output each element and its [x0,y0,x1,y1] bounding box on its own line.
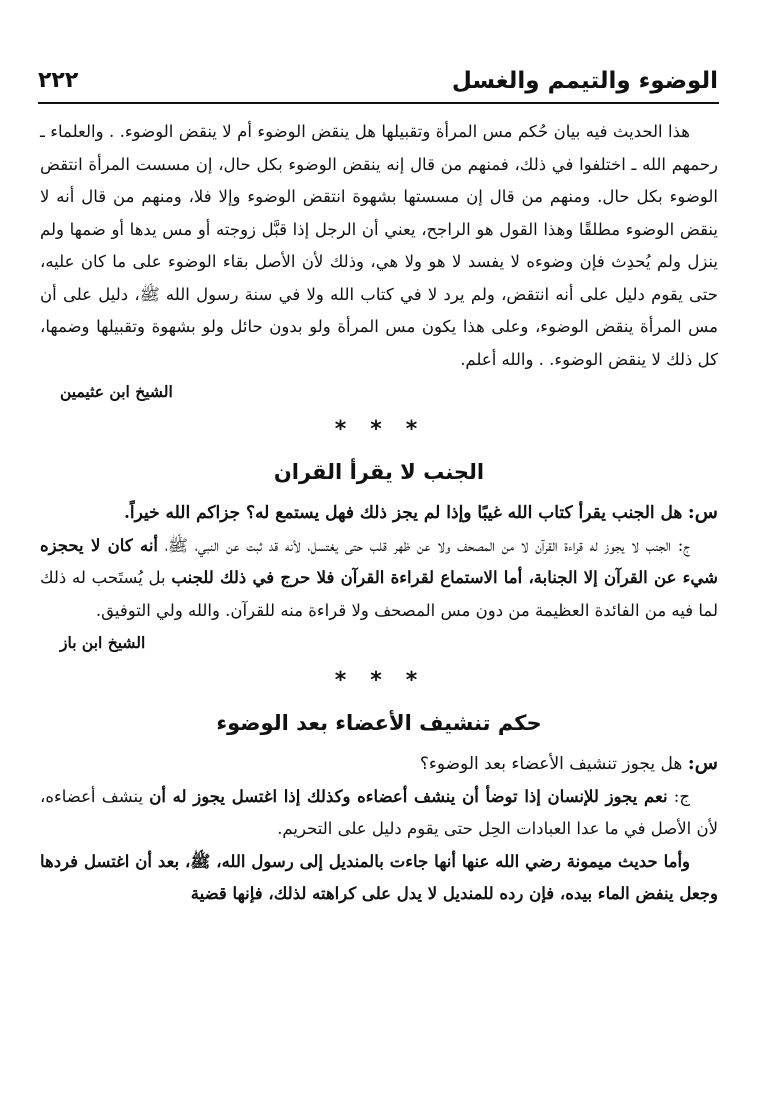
answer-text-1: الجنب لا يجوز له قراءة القرآن لا من المصحف ولا عن ظهر قلب حتى يغتسل، لأنه قد ثبت عن النبي، ﷺ، [164,535,671,555]
separator-star: * [334,668,353,693]
page-number: ٢٢٢ [38,68,79,93]
running-title: الوضوء والتيمم والغسل [451,68,718,94]
question-label: س: [687,752,718,774]
separator-1 [40,410,718,450]
section3-paragraph: وأما حديث ميمونة رضي الله عنها أنها جاءت بالمنديل إلى رسول الله، ﷺ، بعد أن اغتسل فردها وجعل ينفض الماء بيده، فإن رده للمنديل لا يدل على كراهته لذلك، فإنها قضية [40,851,718,903]
separator-2 [40,661,718,701]
separator-star: * [334,417,353,442]
answer-text-2: أنه كان لا يحجزه شيء عن القرآن إلا الجنابة، أما الاستماع لقراءة القرآن فلا حرج في ذلك للجنب [40,535,719,587]
question-label: س: [687,501,718,523]
answer-text-1: نعم يجوز للإنسان إذا توضأ أن ينشف أعضاءه وكذلك إذا اغتسل يجوز له أن [149,786,668,806]
section3-question [40,747,718,781]
page-header [38,66,718,100]
section2-title: الجنب لا يقرأ القران [273,460,485,484]
section2-answer [40,530,718,628]
separator-star: * [370,668,388,693]
answer-label: ج: [673,786,690,806]
section1-paragraph: هذا الحديث فيه بيان حُكم مس المرأة وتقبيلها هل ينقض الوضوء أم لا ينقض الوضوء. . والعلماء ـ رحمهم الله ـ اختلفوا في ذلك، فمنهم من قال إنه ينقض الوضوء بكل حال، إن مسست المرأة انتقض الوضوء بكل حال. ومنهم من قال إن مسستها بشهوة انتقض الوضوء وإلا فلا، ومنهم من قال أنه لا ينقض الوضوء مطلقًا وهذا القول هو الراجح، يعني أن الرجل إذا قبَّل زوجته أو مس يدها أو ضمها ولم ينزل ولم يُحدِث فإن وضوءه لا يفسد لا هو ولا هي، وذلك لأن الأصل بقاء الوضوء على ما كان عليه، حتى يقوم دليل على أنه انتقض، ولم يرد لا في كتاب الله ولا في سنة رسول الله ﷺ، دليل على أن مس المرأة ينقض الوضوء، وعلى هذا يكون مس المرأة ولو بدون حائل ولو بشهوة وتقبيلها وضمها، كل ذلك لا ينقض الوضوء. . والله أعلم. [40,122,718,369]
section3-answer [40,781,718,846]
section1-signature: الشيخ ابن عثيمين [60,382,173,401]
section3-title: حكم تنشيف الأعضاء بعد الوضوء [216,711,542,735]
page-body [40,116,718,911]
answer-label: ج: [677,535,690,555]
header-rule [38,102,719,104]
section2-signature: الشيخ ابن باز [60,633,146,652]
question-text: هل الجنب يقرأ كتاب الله غيبًا وإذا لم يجز ذلك فهل يستمع له؟ جزاكم الله خيراً. [123,503,683,523]
separator-star: * [405,417,424,442]
section2-question [40,496,718,530]
separator-star: * [405,668,424,693]
question-text: هل يجوز تنشيف الأعضاء بعد الوضوء؟ [419,754,683,774]
separator-star: * [370,417,388,442]
answer-text-2: ينشف أعضاءه، لأن الأصل في ما عدا العبادات الحِل حتى يقوم دليل على التحريم. [40,786,718,838]
answer-text-3: بل يُستَحب له ذلك لما فيه من الفائدة العظيمة من دون مس المصحف ولا قراءة منه للقرآن. والله ولي التوفيق. [40,568,718,620]
